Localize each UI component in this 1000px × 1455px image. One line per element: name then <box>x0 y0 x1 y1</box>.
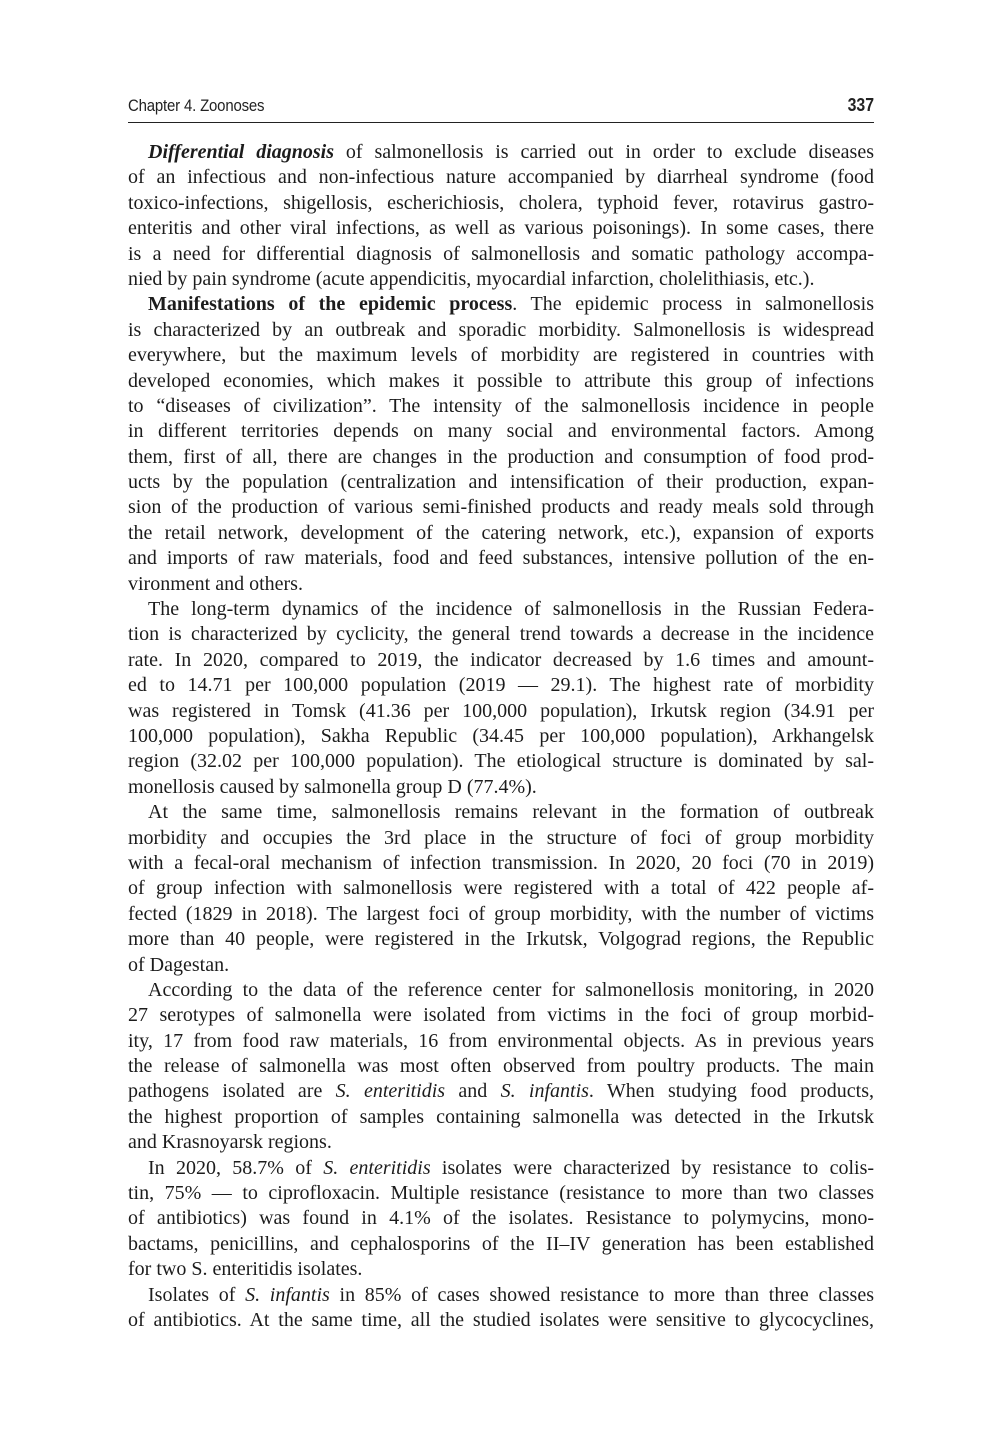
paragraph-enteritidis-resistance <box>128 1156 874 1283</box>
text-line: monellosis caused by salmonella group D (77.4%). <box>128 775 537 798</box>
lead-term: Manifestations of the epidemic process <box>148 293 513 316</box>
text-line: 100,000 population), Sakha Republic (34.45 per 100,000 population), Arkhangelsk <box>128 724 874 747</box>
paragraph-long-term-dynamics <box>128 597 874 800</box>
text-line: At the same time, salmonellosis remains relevant in the formation of outbreak <box>148 801 874 824</box>
text-line: tin, 75% — to ciprofloxacin. Multiple resistance (resistance to more than two classes <box>128 1182 874 1205</box>
paragraph-infantis-resistance <box>128 1283 874 1334</box>
text-line: is a need for differential diagnosis of salmonellosis and somatic pathology accompa- <box>128 242 874 265</box>
lead-term: Differential diagnosis <box>148 141 334 163</box>
text-line: is characterized by an outbreak and sporadic morbidity. Salmonellosis is widespread <box>128 318 874 341</box>
text-line: more than 40 people, were registered in the Irkutsk, Volgograd regions, the Republic <box>128 928 874 951</box>
text-line: rate. In 2020, compared to 2019, the indicator decreased by 1.6 times and amount- <box>128 648 874 671</box>
text-line: in different territories depends on many social and environmental factors. Among <box>128 420 874 443</box>
text-line: According to the data of the reference center for salmonellosis monitoring, in 2020 <box>148 978 874 1001</box>
text-line: sion of the production of various semi-finished products and ready meals sold through <box>128 496 874 519</box>
paragraph-outbreak-morbidity <box>128 800 874 978</box>
text-line: Manifestations of the epidemic process. The epidemic process in salmonellosis <box>148 293 874 316</box>
species-name: S. enteritidis <box>323 1156 431 1179</box>
text-line: enteritis and other viral infections, as well as various poisonings). In some cases, there <box>128 217 874 240</box>
text-line: and Krasnoyarsk regions. <box>128 1131 332 1154</box>
running-header <box>128 92 874 123</box>
text-line: the release of salmonella was most often observed from poultry products. The main <box>128 1055 874 1078</box>
chapter-title: Chapter 4. Zoonoses <box>128 96 265 115</box>
body-text <box>128 140 874 1333</box>
text-line: them, first of all, there are changes in the production and consumption of food prod- <box>128 445 874 468</box>
text-line: vironment and others. <box>128 572 303 595</box>
text-line: nied by pain syndrome (acute appendicitis, myocardial infarction, cholelithiasis, etc.). <box>128 267 815 290</box>
paragraph-reference-center <box>128 978 874 1156</box>
text-line: Differential diagnosis of salmonellosis is carried out in order to exclude diseases <box>148 141 874 163</box>
text-line: the highest proportion of samples containing salmonella was detected in the Irkutsk <box>128 1105 874 1128</box>
text-line: with a fecal-oral mechanism of infection transmission. In 2020, 20 foci (70 in 2019) <box>128 851 874 874</box>
text-line: ucts by the population (centralization and intensification of their production, expan- <box>128 471 874 494</box>
text-line: ity, 17 from food raw materials, 16 from environmental objects. As in previous years <box>128 1029 874 1052</box>
text-line: to “diseases of civilization”. The intensity of the salmonellosis incidence in people <box>128 394 874 417</box>
text-line: 27 serotypes of salmonella were isolated from victims in the foci of group morbid- <box>128 1004 874 1027</box>
text-line: region (32.02 per 100,000 population). The etiological structure is dominated by sal- <box>128 750 874 773</box>
text-line: toxico-infections, shigellosis, escherichiosis, cholera, typhoid fever, rotavirus gastro- <box>128 191 874 214</box>
text-line: The long-term dynamics of the incidence of salmonellosis in the Russian Federa- <box>148 598 874 621</box>
paragraph-manifestations <box>128 292 874 597</box>
text-line: tion is characterized by cyclicity, the general trend towards a decrease in the incidence <box>128 623 874 646</box>
text-line: ed to 14.71 per 100,000 population (2019 — 29.1). The highest rate of morbidity <box>128 674 874 697</box>
text-line: morbidity and occupies the 3rd place in the structure of foci of group morbidity <box>128 826 874 849</box>
text-line: of antibiotics) was found in 4.1% of the isolates. Resistance to polymycins, mono- <box>128 1207 874 1230</box>
text-line: pathogens isolated are S. enteritidis and S. infantis. When studying food products, <box>128 1080 874 1103</box>
text-line: bactams, penicillins, and cephalosporins of the II–IV generation has been established <box>128 1232 874 1255</box>
species-name: S. enteritidis <box>335 1080 446 1103</box>
text-line: of Dagestan. <box>128 953 230 976</box>
text-line: of antibiotics. At the same time, all the studied isolates were sensitive to glycocyclines, <box>128 1308 874 1331</box>
text-line: Isolates of S. infantis in 85% of cases showed resistance to more than three classes <box>148 1283 874 1306</box>
species-name: S. infantis <box>245 1283 330 1306</box>
text-line: fected (1829 in 2018). The largest foci of group morbidity, with the number of victims <box>128 902 874 925</box>
text-line: developed economies, which makes it possible to attribute this group of infections <box>128 369 874 392</box>
text-line: of group infection with salmonellosis were registered with a total of 422 people af- <box>128 877 874 900</box>
page-number: 337 <box>847 95 874 115</box>
species-name: S. infantis <box>500 1080 589 1103</box>
text-line: was registered in Tomsk (41.36 per 100,000 population), Irkutsk region (34.91 per <box>128 699 874 722</box>
text-line: the retail network, development of the catering network, etc.), expansion of exports <box>128 521 874 544</box>
text-line: and imports of raw materials, food and feed substances, intensive pollution of the en- <box>128 547 874 570</box>
text-line: In 2020, 58.7% of S. enteritidis isolates were characterized by resistance to colis- <box>148 1156 874 1179</box>
text-line: for two S. enteritidis isolates. <box>128 1258 363 1281</box>
text-line: of an infectious and non-infectious nature accompanied by diarrheal syndrome (food <box>128 166 874 189</box>
paragraph-differential-diagnosis <box>128 140 874 292</box>
text-line: everywhere, but the maximum levels of morbidity are registered in countries with <box>128 344 874 367</box>
